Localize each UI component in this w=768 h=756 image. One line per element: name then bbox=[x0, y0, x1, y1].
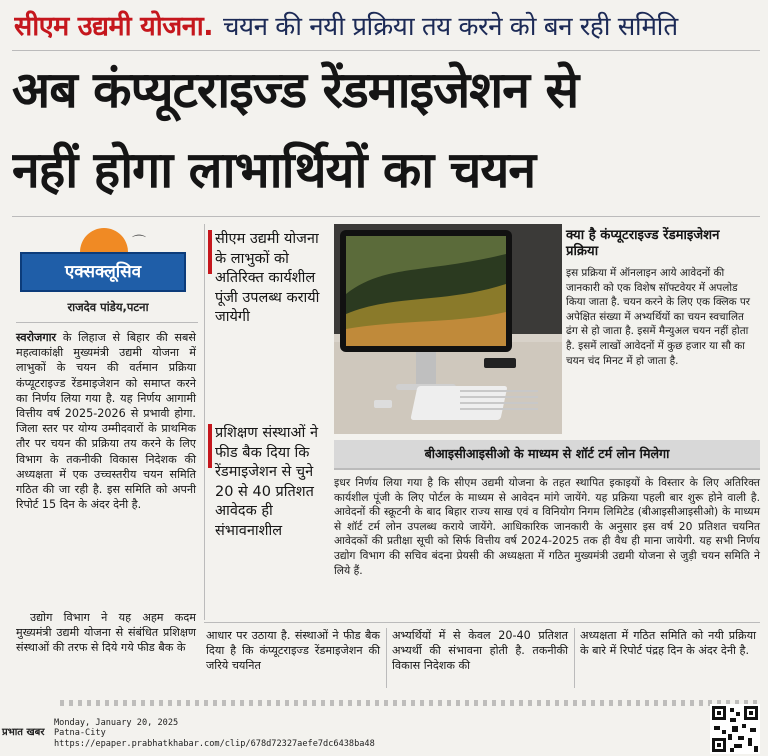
monitor-illustration bbox=[334, 224, 562, 434]
column-rule bbox=[386, 628, 387, 688]
headline-line-1: अब कंप्यूटराइज्ड रेंडमाइजेशन से bbox=[12, 61, 579, 119]
pull-quote-1: सीएम उद्यमी योजना के लाभुकों को अतिरिक्त कार्यशील पूंजी उपलब्ध करायी जायेगी bbox=[215, 231, 320, 326]
cut-line bbox=[60, 700, 760, 706]
column-rule bbox=[574, 628, 575, 688]
bottom-column-1: आधार पर उठाया है. संस्थाओं ने फीड बैक दिया है कि कंप्यूटराइज्ड रेंडमाइजेशन की जरिये चयनित bbox=[206, 629, 380, 673]
section-banner: बीआइसीआइसीओ के माध्यम से शॉर्ट टर्म लोन मिलेगा bbox=[334, 440, 760, 470]
lead-text: के लिहाज से बिहार की सबसे महत्वाकांक्षी मुख्यमंत्री उद्यमी योजना में लाभुकों के चयन की वर्तमान प्रक्रिया कंप्यूटराइज्ड रेंडमाइजेशन को समाप्त करने का निर्णय लिया गया है. यह निर्णय आगामी वित्तीय वर्ष 2025-2026 से प्रभावी होगा. जिला स्तर पर योग्य उम्मीदवारों के प्राथमिक तौर पर चयन की प्रक्रिया तय करने के लिए विभाग के तकनीकी विकास निदेशक की अध्यक्षता में एक उच्चस्तरीय चयन समिति गठित की जा रही है. इस समिति को अपनी रिपोर्ट 15 दिन के अंदर देनी है. bbox=[16, 331, 196, 512]
kicker-text: चयन की नयी प्रक्रिया तय करने को बन रही समिति bbox=[223, 12, 678, 42]
headline-line-2: नहीं होगा लाभार्थियों का चयन bbox=[12, 141, 536, 199]
lead-word: स्वरोजगार bbox=[16, 331, 57, 344]
bird-icon: ⌒ bbox=[132, 235, 146, 251]
quote-bar bbox=[208, 424, 212, 468]
kicker bbox=[14, 6, 754, 46]
qr-code-icon[interactable] bbox=[710, 704, 760, 754]
pull-quote-2: प्रशिक्षण संस्थाओं ने फीड बैक दिया कि रेंडमाइजेशन से चुने 20 से 40 प्रतिशत आवेदक ही संभावनाशील bbox=[215, 425, 319, 539]
divider bbox=[204, 622, 760, 623]
info-box-title: क्या है कंप्यूटराइज्ड रेंडमाइजेशन प्रक्रिया bbox=[566, 228, 720, 259]
exclusive-label: एक्सक्लूसिव bbox=[20, 252, 186, 292]
clip-date: Monday, January 20, 2025 bbox=[54, 718, 179, 728]
divider bbox=[16, 322, 198, 323]
clip-edition: Patna-City bbox=[54, 728, 106, 739]
byline: राजदेव पांडेय,पटना bbox=[67, 300, 149, 314]
clip-footer bbox=[0, 700, 768, 756]
bottom-column-3: अध्यक्षता में गठित समिति को नयी प्रक्रिया के बारे में रिपोर्ट पंद्रह दिन के अंदर देनी है. bbox=[580, 629, 756, 658]
clip-url[interactable]: https://epaper.prabhatkhabar.com/clip/678d72327aefe7dc6438ba48 bbox=[54, 738, 375, 749]
article-middle-paragraph: इधर निर्णय लिया गया है कि सीएम उद्यमी योजना के तहत स्थापित इकाइयों के विस्तार के लिए अतिरिक्त कार्यशील पूंजी के लिए पोर्टल के माध्यम से आवेदन मांगे जायेंगे. यह प्रक्रिया पहली बार शुरू होने वाली है. आवेदनों की स्क्रूटनी के बाद बिहार राज्य साख एवं व विनियोग निगम लिमिटेड (बीआइसीआइसीओ) के माध्यम से शॉर्ट टर्म लोन उपलब्ध कराये जायेंगे. आधिकारिक जानकारी के अनुसार इस वर्ष 20 प्रतिशत चयनित आवेदकों की प्रतीक्षा सूची को सिर्फ वित्तीय वर्ष 2024-2025 तक ही वैध ही माना जायेगी. यह सभी निर्णय उद्योग विभाग की सचिव बंदना प्रेयसी की अध्यक्षता में गठित मुख्यमंत्री उद्यमी योजना से जुड़ी चयन समिति ने लिये हैं. bbox=[334, 476, 760, 577]
article-lead-paragraph bbox=[16, 330, 196, 512]
column-rule bbox=[204, 224, 205, 620]
computer-monitor-photo bbox=[334, 224, 562, 434]
exclusive-logo bbox=[20, 228, 186, 298]
info-box bbox=[566, 228, 756, 368]
divider bbox=[12, 216, 760, 217]
scheme-name: सीएम उद्यमी योजना. bbox=[14, 11, 213, 42]
sun-icon bbox=[80, 228, 128, 252]
quote-bar bbox=[208, 230, 212, 274]
divider bbox=[12, 50, 760, 51]
newspaper-logo: प्रभात खबर bbox=[2, 727, 45, 738]
clip-metadata bbox=[54, 718, 375, 749]
bottom-column-2: अभ्यर्थियों में से केवल 20-40 प्रतिशत अभ्यर्थी की संभावना होती है. तकनीकी विकास निदेशक की bbox=[392, 629, 568, 673]
info-box-text: इस प्रक्रिया में ऑनलाइन आये आवेदनों की जानकारी को एक विशेष सॉफ्टवेयर में अपलोड किया जाता है. चयन करने के लिए एक क्लिक पर अपेक्षित संख्या में अभ्यर्थियों का चयन स्वचालित ढंग से हो जाता है. इसमें मैन्युअल चयन नहीं होता है. इसमें लाखों आवेदनों में कुछ हजार या सौ का चयन चंद मिनट में हो जाता है. bbox=[566, 267, 751, 367]
article-paragraph-2: उद्योग विभाग ने यह अहम कदम मुख्यमंत्री उद्यमी योजना से संबंधित प्रशिक्षण संस्थाओं की तरफ से दिये गये फीड बैक के bbox=[16, 611, 196, 655]
